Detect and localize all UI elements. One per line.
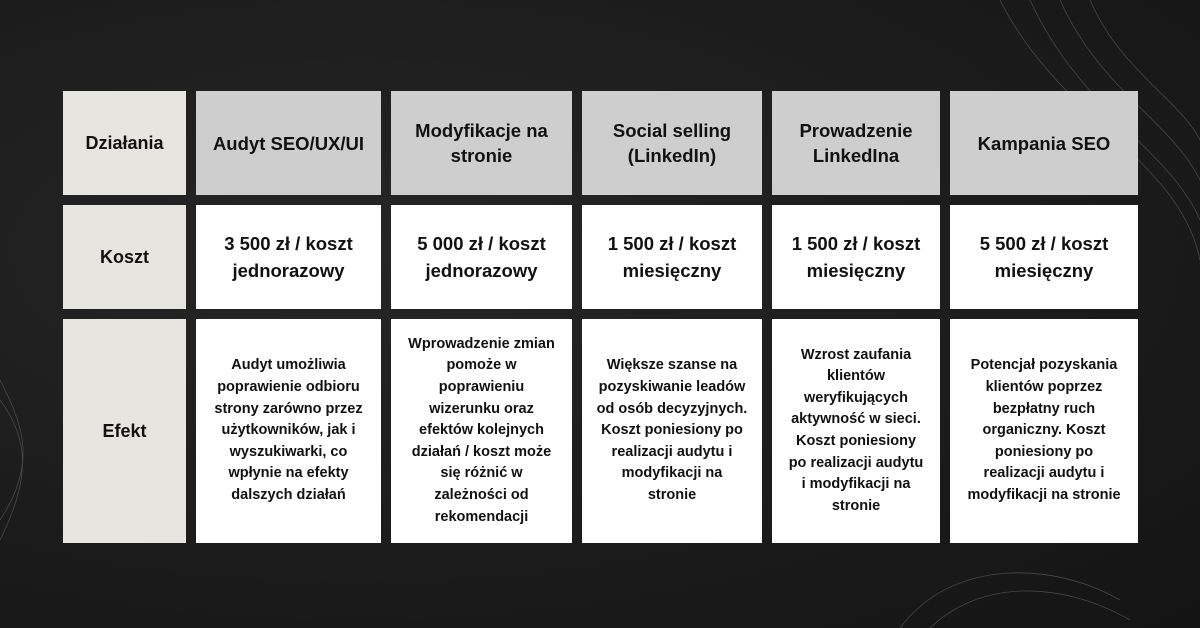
column-header: Audyt SEO/UX/UI	[196, 91, 381, 195]
cost-cell: 5 500 zł / koszt miesięczny	[950, 205, 1138, 309]
cost-cell: 1 500 zł / koszt miesięczny	[582, 205, 762, 309]
row-header-cost: Koszt	[63, 205, 186, 309]
column-header: Kampania SEO	[950, 91, 1138, 195]
effect-cell: Wzrost zaufania klientów weryfikujących aktywność w sieci. Koszt poniesiony po realizacji audytu i modyfikacji na stronie	[772, 319, 940, 543]
effect-cell: Większe szanse na pozyskiwanie leadów od osób decyzyjnych. Koszt poniesiony po realizacji audytu i modyfikacji na stronie	[582, 319, 762, 543]
effect-cell: Potencjał pozyskania klientów poprzez bezpłatny ruch organiczny. Koszt poniesiony po realizacji audytu i modyfikacji na stronie	[950, 319, 1138, 543]
effect-cell: Audyt umożliwia poprawienie odbioru strony zarówno przez użytkowników, jak i wyszukiwarki, co wpłynie na efekty dalszych działań	[196, 319, 381, 543]
column-header: Prowadzenie LinkedIna	[772, 91, 940, 195]
column-header: Social selling (LinkedIn)	[582, 91, 762, 195]
cost-cell: 3 500 zł / koszt jednorazowy	[196, 205, 381, 309]
pricing-table	[63, 91, 1138, 543]
cost-cell: 5 000 zł / koszt jednorazowy	[391, 205, 572, 309]
effect-cell: Wprowadzenie zmian pomoże w poprawieniu wizerunku oraz efektów kolejnych działań / koszt może się różnić w zależności od rekomendacji	[391, 319, 572, 543]
cost-cell: 1 500 zł / koszt miesięczny	[772, 205, 940, 309]
corner-header: Działania	[63, 91, 186, 195]
row-header-effect: Efekt	[63, 319, 186, 543]
column-header: Modyfikacje na stronie	[391, 91, 572, 195]
